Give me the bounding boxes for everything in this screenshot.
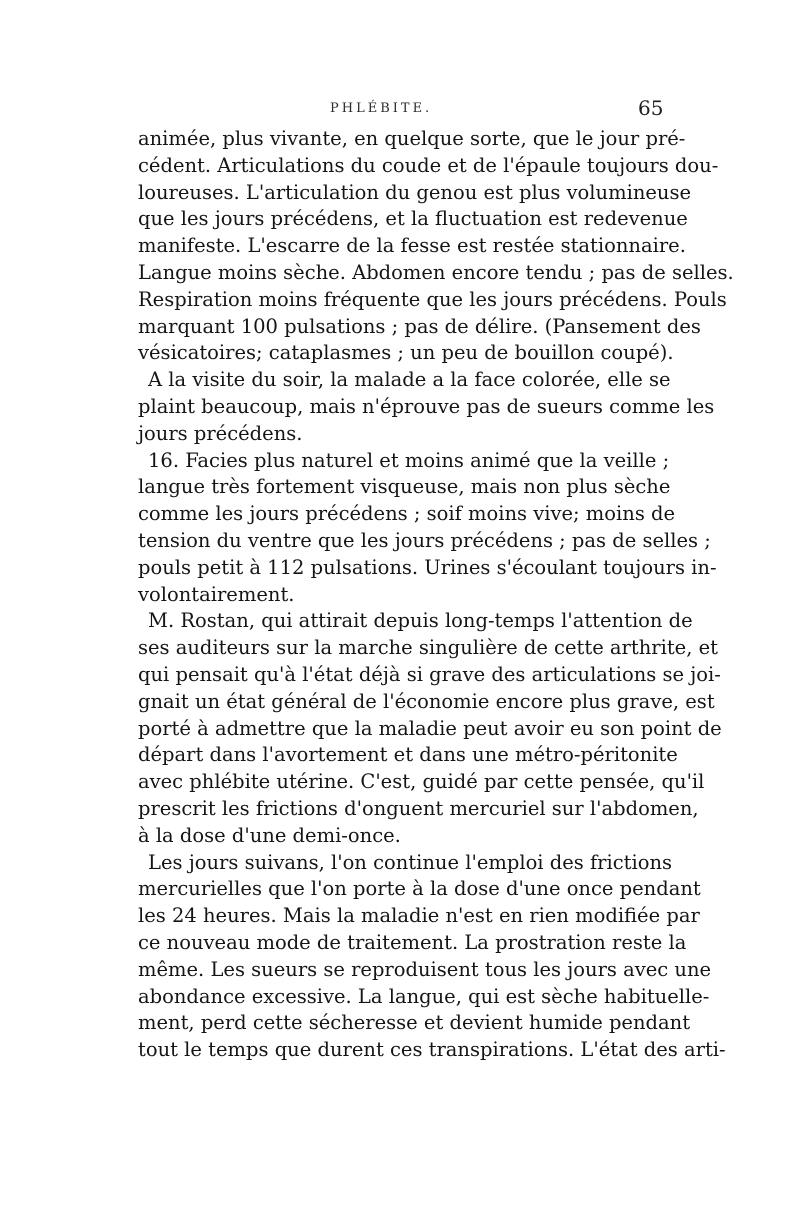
text-line: marquant 100 pulsations ; pas de délire. (Pansement des (138, 314, 701, 338)
text-line: ce nouveau mode de traitement. La prostration reste la (138, 930, 687, 954)
text-line: Respiration moins fréquente que les jours précédens. Pouls (138, 287, 727, 311)
text-line: que les jours précédens, et la fluctuation est redevenue (138, 207, 688, 231)
text-line: avec phlébite utérine. C'est, guidé par cette pensée, qu'il (138, 770, 705, 794)
page-number: 65 (638, 96, 664, 120)
text-line: qui pensait qu'à l'état déjà si grave des articulations se joi- (138, 662, 721, 686)
text-line: jours précédens. (138, 421, 303, 445)
text-line: plaint beaucoup, mais n'éprouve pas de sueurs comme les (138, 394, 715, 418)
text-line: à la dose d'une demi-once. (138, 823, 401, 847)
text-line: 16. Facies plus naturel et moins animé que la veille ; (148, 448, 670, 472)
text-line: porté à admettre que la maladie peut avoir eu son point de (138, 716, 722, 740)
text-line: vésicatoires; cataplasmes ; un peu de bouillon coupé). (138, 341, 674, 365)
text-line: langue très fortement visqueuse, mais non plus sèche (138, 475, 671, 499)
text-line: pouls petit à 112 pulsations. Urines s'écoulant toujours in- (138, 555, 717, 579)
text-line: les 24 heures. Mais la maladie n'est en rien modifiée par (138, 904, 700, 928)
text-line: départ dans l'avortement et dans une métro-péritonite (138, 743, 678, 767)
text-line: comme les jours précédens ; soif moins vive; moins de (138, 502, 676, 526)
text-line: même. Les sueurs se reproduisent tous les jours avec une (138, 957, 712, 981)
text-line: Langue moins sèche. Abdomen encore tendu ; pas de selles. (138, 260, 734, 284)
text-line: Les jours suivans, l'on continue l'emploi des frictions (148, 850, 673, 874)
text-line: tension du ventre que les jours précédens ; pas de selles ; (138, 528, 711, 552)
text-line: gnait un état général de l'économie encore plus grave, est (138, 689, 715, 713)
text-line: tout le temps que durent ces transpirations. L'état des arti- (138, 1038, 726, 1062)
text-line: ment, perd cette sécheresse et devient humide pendant (138, 1011, 691, 1035)
text-line: animée, plus vivante, en quelque sorte, que le jour pré- (138, 127, 686, 150)
text-line: prescrit les frictions d'onguent mercuriel sur l'abdomen, (138, 796, 699, 820)
text-line: M. Rostan, qui attirait depuis long-temps l'attention de (148, 609, 693, 633)
text-line: A la visite du soir, la malade a la face colorée, elle se (148, 368, 671, 392)
body-text (138, 126, 734, 1064)
text-line: volontairement. (138, 582, 295, 606)
text-line: manifeste. L'escarre de la fesse est restée stationnaire. (138, 234, 686, 258)
text-line: mercurielles que l'on porte à la dose d'une once pendant (138, 877, 701, 901)
text-line: abondance excessive. La langue, qui est sèche habituelle- (138, 984, 710, 1008)
text-line: loureuses. L'articulation du genou est plus volumineuse (138, 180, 692, 204)
text-line: cédent. Articulations du coude et de l'épaule toujours dou- (138, 153, 719, 177)
running-title: PHLÉBITE. (330, 101, 433, 116)
text-line: ses auditeurs sur la marche singulière de cette arthrite, et (138, 636, 718, 660)
